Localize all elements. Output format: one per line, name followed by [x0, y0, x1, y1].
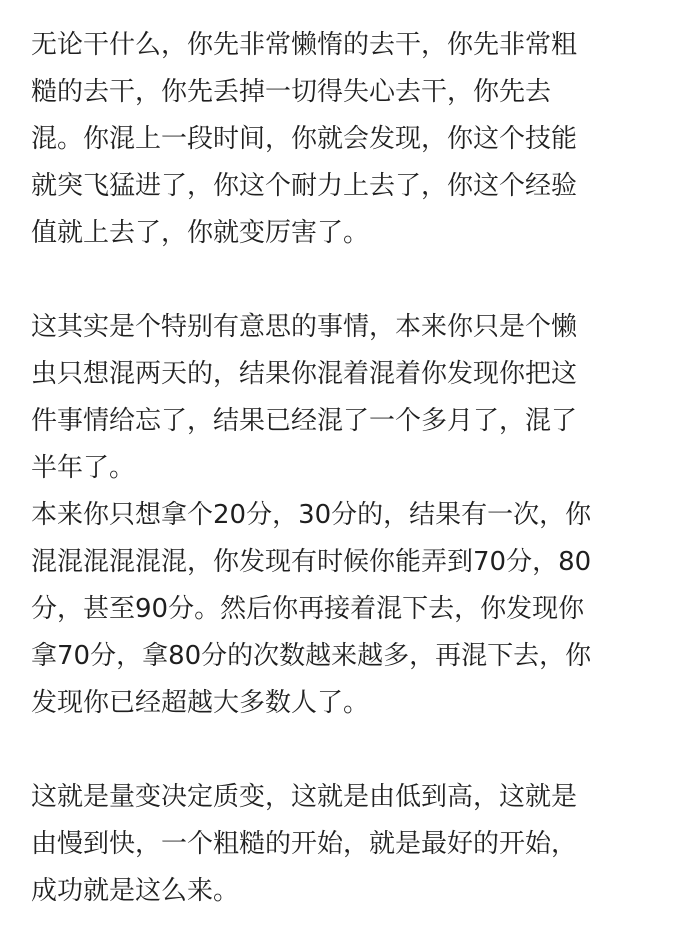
text-line: 这其实是个特别有意思的事情，本来你只是个懒: [31, 312, 578, 342]
paragraph-1: [31, 22, 671, 257]
text-line: 分，甚至90分。然后你再接着混下去，你发现你: [31, 594, 585, 624]
text-line: 发现你已经超越大多数人了。: [31, 688, 370, 718]
article-body: [31, 22, 671, 915]
text-line: 糙的去干，你先丢掉一切得失心去干，你先去: [31, 77, 552, 107]
text-line: 半年了。: [31, 453, 136, 483]
text-line: 由慢到快，一个粗糙的开始，就是最好的开始，: [31, 829, 578, 859]
paragraph-4: [31, 774, 671, 915]
text-line: 本来你只想拿个20分，30分的，结果有一次，你: [31, 500, 592, 530]
text-line: 件事情给忘了，结果已经混了一个多月了，混了: [31, 406, 578, 436]
paragraph-spacer: [31, 257, 671, 304]
text-line: 成功就是这么来。: [31, 876, 240, 906]
paragraph-2: [31, 304, 671, 492]
text-line: 无论干什么，你先非常懒惰的去干，你先非常粗: [31, 30, 578, 60]
paragraph-spacer: [31, 727, 671, 774]
text-line: 拿70分，拿80分的次数越来越多，再混下去，你: [31, 641, 592, 671]
text-line: 混。你混上一段时间，你就会发现，你这个技能: [31, 124, 578, 154]
text-line: 就突飞猛进了，你这个耐力上去了，你这个经验: [31, 171, 578, 201]
text-line: 混混混混混混，你发现有时候你能弄到70分，80: [31, 547, 592, 577]
text-line: 虫只想混两天的，结果你混着混着你发现你把这: [31, 359, 578, 389]
text-line: 这就是量变决定质变，这就是由低到高，这就是: [31, 782, 578, 812]
paragraph-3: [31, 492, 671, 727]
text-line: 值就上去了，你就变厉害了。: [31, 218, 370, 248]
